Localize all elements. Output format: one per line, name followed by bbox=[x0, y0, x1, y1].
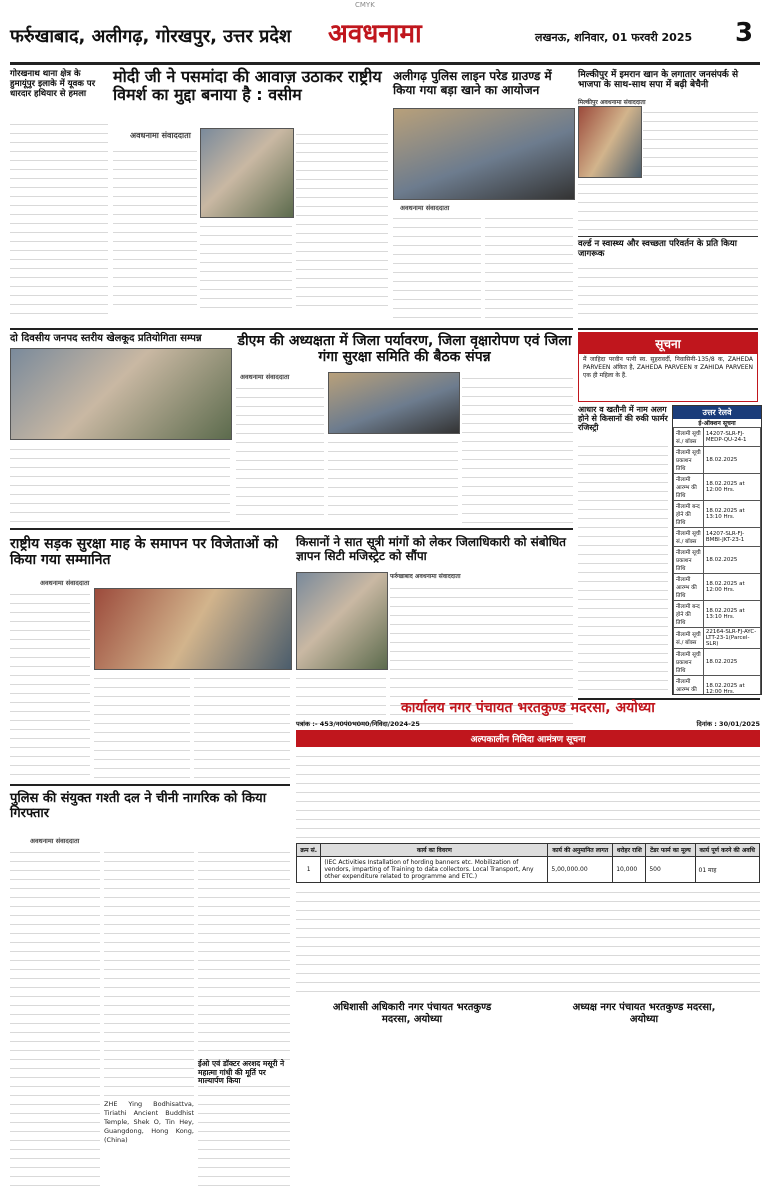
tender-col-sno: क्रम सं. bbox=[297, 844, 321, 857]
railway-row bbox=[674, 574, 761, 601]
story10-body-col1 bbox=[10, 846, 100, 1186]
railway-row bbox=[674, 447, 761, 474]
tender-title: अल्पकालीन निविदा आमंत्रण सूचना bbox=[296, 730, 760, 747]
story6-body-col3 bbox=[462, 372, 573, 523]
story8-body-col2 bbox=[94, 672, 190, 778]
newspaper-logo: अवधनामा bbox=[328, 19, 422, 49]
story2-body-col2 bbox=[485, 212, 573, 322]
story6-headline: डीएम की अध्यक्षता में जिला पर्यावरण, जिला वृक्षारोपण एवं जिला गंगा सुरक्षा समिति की बैठक संपन्न bbox=[237, 333, 572, 366]
tender-sign-left: अधिशासी अधिकारी नगर पंचायत भरतकुण्ड मदरसा, अयोध्या bbox=[332, 1002, 492, 1025]
railway-value: 22164-SLR-FJ-AYC-LTT-23-1(Parcel-SLR) bbox=[703, 628, 760, 649]
railway-row bbox=[674, 601, 761, 628]
tender-org: कार्यालय नगर पंचायत भरतकुण्ड मदरसा, अयोध्या bbox=[401, 700, 655, 716]
tender-col-cost: कार्य की अनुमानित लागत bbox=[548, 844, 613, 857]
railway-label: नीलामी बन्द होने की तिथि bbox=[674, 501, 704, 528]
tender-col-time: कार्य पूर्ण करने की अवधि bbox=[695, 844, 759, 857]
railway-subtitle: ई-ऑक्शन सूचना bbox=[698, 420, 736, 427]
railway-row bbox=[674, 528, 761, 547]
story3-kicker: मिल्कीपुर अवधनामा संवाददाता bbox=[578, 99, 646, 106]
tender-notice bbox=[296, 700, 760, 1025]
story3-photo bbox=[578, 106, 642, 178]
railway-row bbox=[674, 628, 761, 649]
tender-dinank: दिनांक : 30/01/2025 bbox=[696, 720, 760, 729]
tender-cell-sno: 1 bbox=[297, 857, 321, 883]
tender-intro bbox=[296, 750, 760, 840]
story7-body bbox=[578, 440, 668, 690]
page-number: 3 bbox=[735, 18, 754, 48]
railway-row bbox=[674, 428, 761, 447]
railway-row bbox=[674, 474, 761, 501]
story8-byline: अवधनामा संवाददाता bbox=[40, 579, 90, 587]
story8-body-col3 bbox=[194, 672, 290, 778]
divider bbox=[10, 784, 290, 786]
railway-value: 18.02.2025 bbox=[703, 547, 760, 574]
tender-col-desc: कार्य का विवरण bbox=[321, 844, 548, 857]
story5-body bbox=[10, 443, 230, 523]
railway-value: 18.02.2025 at 13:10 Hrs. bbox=[703, 501, 760, 528]
tender-cell-emd: 10,000 bbox=[613, 857, 646, 883]
story9-photo bbox=[296, 572, 388, 670]
cmyk-mark: CMYK bbox=[355, 1, 375, 9]
masthead-cities: फर्रुखाबाद, अलीगढ़, गोरखपुर, उत्तर प्रदेश bbox=[10, 26, 292, 47]
railway-label: नीलामी सूची सं./ बॉक्स bbox=[674, 628, 704, 649]
notice-box bbox=[578, 332, 758, 402]
story2-photo bbox=[393, 108, 575, 200]
story10-body-col3 bbox=[198, 846, 290, 1186]
story2-byline: अवधनामा संवाददाता bbox=[400, 204, 450, 212]
railway-label: नीलामी आरम्भ की तिथि bbox=[674, 474, 704, 501]
railway-label: नीलामी सूची सं./ बॉक्स bbox=[674, 428, 704, 447]
story8-body-col1 bbox=[10, 588, 90, 778]
railway-label: नीलामी सूची सं./ बॉक्स bbox=[674, 528, 704, 547]
story7-headline: आधार व खतौनी में नाम अलग होने से किसानों की रुकी फार्मर रजिस्ट्री bbox=[578, 405, 668, 433]
story8-photo bbox=[94, 588, 292, 670]
story3-headline: मिल्कीपुर में इमरान खान के लगातार जनसंपर्क से भाजपा के साथ-साथ सपा में बढ़ी बेचैनी bbox=[578, 70, 739, 91]
story10-body-col2 bbox=[104, 846, 194, 1096]
masthead-date: लखनऊ, शनिवार, 01 फरवरी 2025 bbox=[535, 31, 693, 44]
lead-byline: अवधनामा संवाददाता bbox=[130, 131, 191, 140]
divider bbox=[10, 528, 573, 530]
railway-label: नीलामी आरम्भ की तिथि bbox=[674, 574, 704, 601]
railway-label: नीलामी सूची प्रकाशन तिथि bbox=[674, 649, 704, 676]
lead-headline: मोदी जी ने पसमांदा की आवाज़ उठाकर राष्ट्रीय विमर्श का मुद्दा बनाया है : वसीम bbox=[113, 67, 382, 105]
tender-patrank: पत्रांक :- 453/न0पं0भ0म0/निविदा/2024-25 bbox=[296, 720, 420, 729]
story11-headline: ईओ एवं डॉक्टर अरशद मसूरी ने महात्मा गांधी की मूर्ति पर माल्यार्पण किया bbox=[198, 1060, 290, 1086]
story3-body-a bbox=[643, 106, 758, 176]
story5-photo bbox=[10, 348, 232, 440]
notice-title: सूचना bbox=[579, 333, 757, 354]
lead-photo bbox=[200, 128, 294, 218]
railway-row bbox=[674, 649, 761, 676]
railway-value: 18.02.2025 at 12:00 Hrs. bbox=[703, 574, 760, 601]
left-col-body bbox=[10, 118, 108, 318]
story2-body-col1 bbox=[393, 212, 481, 322]
railway-value: 18.02.2025 at 12:00 Hrs. bbox=[703, 676, 760, 696]
tender-col-fee: टेंडर फार्म का मूल्य bbox=[646, 844, 695, 857]
tender-cell-desc: (IEC Activities Installation of hording banners etc. Mobilization of vendors, imparting of Training to data collectors. Local Transport, Any other expenditure related to programme and ETC.) bbox=[321, 857, 548, 883]
story6-byline: अवधनामा संवाददाता bbox=[240, 373, 290, 381]
story9-headline: किसानों ने सात सूत्री मांगों को लेकर जिलाधिकारी को संबोधित ज्ञापन सिटी मजिस्ट्रेट को सौंपा bbox=[296, 535, 567, 563]
tender-table bbox=[296, 843, 760, 883]
story4-body bbox=[578, 262, 758, 322]
railway-label: नीलामी सूची प्रकाशन तिथि bbox=[674, 447, 704, 474]
tender-sign-right: अध्यक्ष नगर पंचायत भरतकुण्ड मदरसा, अयोध्या bbox=[572, 1002, 716, 1025]
story8-headline: राष्ट्रीय सड़क सुरक्षा माह के समापन पर विजेताओं को किया गया सम्मानित bbox=[10, 536, 278, 569]
tender-cell-cost: 5,00,000.00 bbox=[548, 857, 613, 883]
story9-byline: फर्रुखाबाद अवधनामा संवाददाता bbox=[390, 573, 461, 580]
railway-value: 14207-SLR-FJ-BMBI-JKT-23-1 bbox=[703, 528, 760, 547]
story3-body-b bbox=[578, 178, 758, 233]
story2-headline: अलीगढ़ पुलिस लाइन परेड ग्राउण्ड में किया गया बड़ा खाने का आयोजन bbox=[393, 69, 552, 97]
left-col-headline: गोरखनाथ थाना क्षेत्र के हुमायूंपुर इलाके में यूवक पर धारदार हथियार से हमला bbox=[10, 69, 96, 99]
lead-body-col3 bbox=[296, 128, 388, 313]
railway-row bbox=[674, 501, 761, 528]
railway-label: नीलामी बन्द होने की तिथि bbox=[674, 601, 704, 628]
railway-value: 18.02.2025 at 12:00 Hrs. bbox=[703, 474, 760, 501]
railway-value: 18.02.2025 bbox=[703, 649, 760, 676]
tender-cell-time: 01 माह bbox=[695, 857, 759, 883]
divider bbox=[10, 328, 573, 330]
railway-value: 18.02.2025 at 13:10 Hrs. bbox=[703, 601, 760, 628]
railway-ad bbox=[672, 405, 762, 695]
tender-col-emd: धरोहर राशि bbox=[613, 844, 646, 857]
divider bbox=[578, 328, 758, 330]
story10-excerpt: ZHE Ying Bodhisattva, Tiriathi Ancient Buddhist Temple, Shek O, Tin Hey, Guangdong, Hong Kong, (China) bbox=[104, 1100, 194, 1144]
railway-row bbox=[674, 676, 761, 696]
tender-terms bbox=[296, 886, 760, 996]
divider bbox=[578, 236, 758, 237]
story4-headline: वर्ल्ड न स्वास्थ्य और स्वच्छता परिवर्तन के प्रति किया जागरूक bbox=[578, 239, 737, 259]
notice-body: मैं जाहिदा परवीन पत्नी स्व. सुहरावर्दी, निवासिनी-135/8 क, ZAHEDA PARVEEN अंकित है, ZAHEDA PARVEEN व ZAHIDA PARVEEN एक ही महिला के हैं. bbox=[583, 356, 753, 379]
railway-value: 18.02.2025 bbox=[703, 447, 760, 474]
railway-value: 14207-SLR-FJ-MEDP-QU-24-1 bbox=[703, 428, 760, 447]
story6-photo bbox=[328, 372, 460, 434]
railway-table bbox=[673, 427, 761, 695]
lead-body-col2 bbox=[200, 220, 292, 313]
railway-label: नीलामी सूची प्रकाशन तिथि bbox=[674, 547, 704, 574]
story5-headline: दो दिवसीय जनपद स्तरीय खेलकूद प्रतियोगिता सम्पन्न bbox=[10, 333, 202, 344]
story10-headline: पुलिस की संयुक्त गश्ती दल ने चीनी नागरिक को किया गिरफ्तार bbox=[10, 791, 267, 821]
masthead bbox=[10, 14, 760, 65]
lead-body-col1 bbox=[113, 145, 197, 313]
railway-label: नीलामी आरम्भ की bbox=[674, 676, 704, 696]
story10-byline: अवधनामा संवाददाता bbox=[30, 837, 80, 845]
railway-title: उत्तर रेलवे bbox=[673, 406, 761, 419]
railway-row bbox=[674, 547, 761, 574]
story6-body-col2 bbox=[328, 436, 458, 523]
story6-body-col1 bbox=[236, 382, 324, 523]
tender-cell-fee: 500 bbox=[646, 857, 695, 883]
